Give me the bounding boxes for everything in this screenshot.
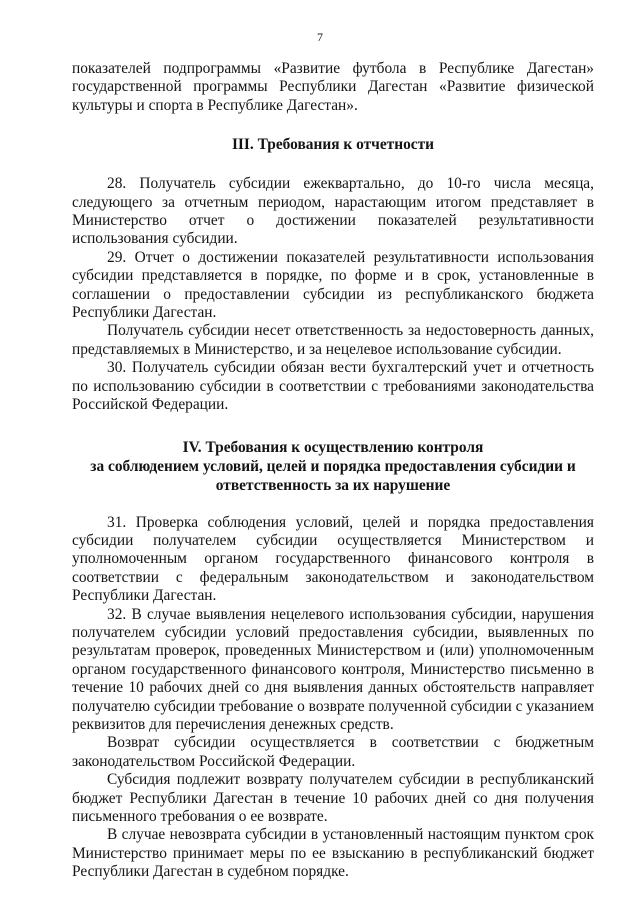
paragraph-32-return: Возврат субсидии осуществляется в соответствии с бюджетным законодательством Российской Федерации. [72, 734, 594, 770]
paragraph-29: 29. Отчет о достижении показателей результативности использования субсидии представляется в порядке, по форме и в срок, установленные в соглашении о предоставлении субсидии из республиканского бюджета Республики Дагестан. [72, 248, 594, 322]
paragraph-32-non-return: В случае невозврата субсидии в установленный настоящим пунктом срок Министерство принимает меры по ее взысканию в республиканский бюджет Республики Дагестан в судебном порядке. [72, 826, 594, 881]
document-body [72, 60, 594, 882]
paragraph-32-refund-deadline: Субсидия подлежит возврату получателем субсидии в республиканский бюджет Республики Дагестан в течение 10 рабочих дней со дня получения письменного требования о ее возврате. [72, 771, 594, 825]
section-4-heading-line-2: за соблюдением условий, целей и порядка предоставления субсидии и [90, 457, 576, 475]
section-4-heading-line-1: IV. Требования к осуществлению контроля [182, 438, 484, 456]
paragraph-31: 31. Проверка соблюдения условий, целей и порядка предоставления субсидии получателем субсидии осуществляется Министерством и уполномоченным органом государственного финансового контроля в соответствии с федеральным законодательством и законодательством Республики Дагестан. [72, 513, 594, 605]
paragraph-32: 32. В случае выявления нецелевого использования субсидии, нарушения получателем субсидии условий предоставления субсидии, выявленных по результатам проверок, проведенных Министерством и (или) уполномоченным органом государственного финансового контроля, Министерство письменно в течение 10 рабочих дней со дня выявления данных обстоятельств направляет получателю субсидии требование о возврате полученной субсидии с указанием реквизитов для перечисления денежных средств. [72, 605, 594, 733]
section-3-heading: III. Требования к отчетности [231, 136, 435, 154]
paragraph-30: 30. Получатель субсидии обязан вести бухгалтерский учет и отчетность по использованию субсидии в соответствии с требованиями законодательства Российской Федерации. [72, 359, 594, 414]
page-number: 7 [317, 30, 323, 44]
paragraph-28: 28. Получатель субсидии ежеквартально, до 10-го числа месяца, следующего за отчетным периодом, нарастающим итогом представляет в Министерство отчет о достижении показателей результативности использования субсидии. [72, 175, 594, 248]
intro-paragraph: показателей подпрограммы «Развитие футбола в Республике Дагестан» государственной программы Республики Дагестан «Развитие физической культуры и спорта в Республике Дагестан». [72, 60, 594, 114]
section-4-heading-line-3: ответственность за их нарушение [215, 476, 451, 494]
section-4-heading [72, 438, 594, 495]
paragraph-29-responsibility: Получатель субсидии несет ответственность за недостоверность данных, представляемых в Министерство, и за нецелевое использование субсидии. [72, 322, 594, 358]
